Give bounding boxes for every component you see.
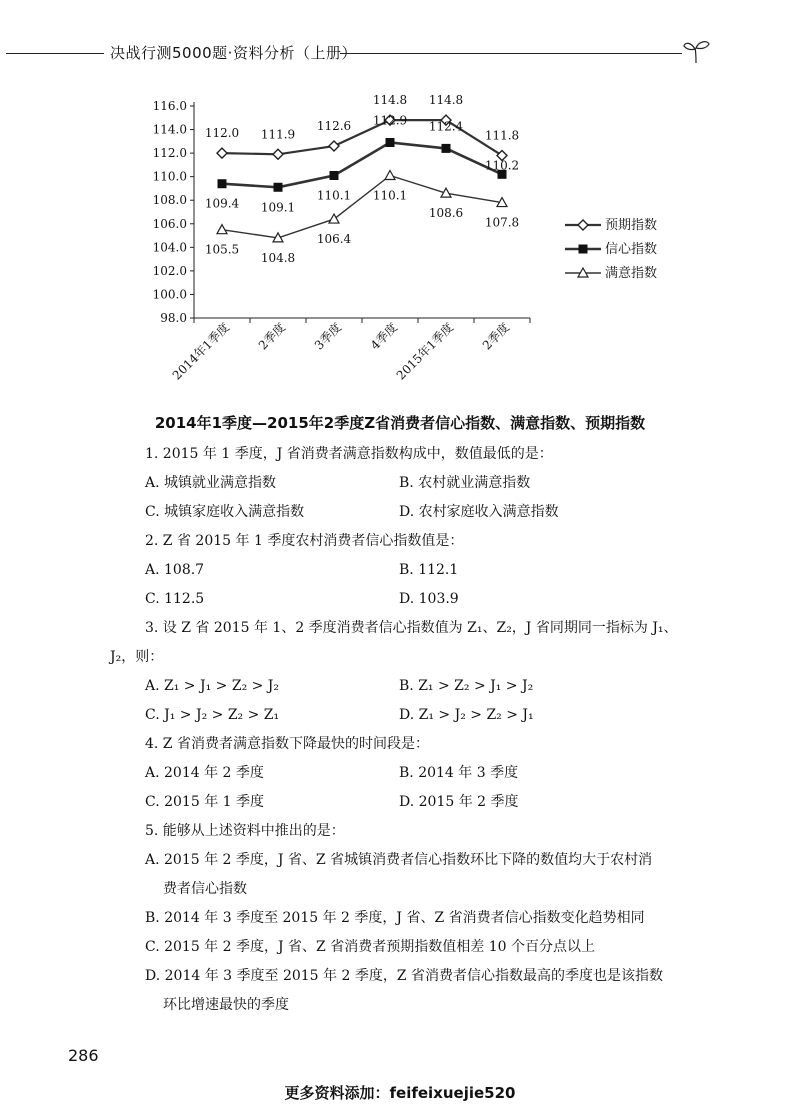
- question-stem: [0, 614, 800, 672]
- data-label: 109.1: [260, 200, 296, 215]
- question-stem: 4. Z 省消费者满意指数下降最快的时间段是：: [145, 736, 429, 752]
- option-a: A. Z₁ > J₁ > Z₂ > J₂: [145, 678, 280, 694]
- y-tick-label: 116.0: [152, 99, 187, 113]
- data-label: 112.0: [204, 126, 240, 141]
- option-b: B. 112.1: [399, 562, 459, 578]
- x-tick-label: 2季度: [255, 320, 289, 353]
- question-1: [0, 440, 800, 527]
- data-label: 108.6: [428, 206, 464, 221]
- x-tick-label: 2015年1季度: [393, 320, 457, 383]
- option-a: [0, 846, 800, 904]
- x-tick-label: 4季度: [367, 320, 401, 353]
- legend-marker: [578, 220, 588, 230]
- x-tick-label: 2014年1季度: [169, 320, 233, 383]
- page-number: 286: [68, 1046, 99, 1065]
- data-label: 110.2: [484, 158, 520, 173]
- data-label: 106.4: [316, 232, 352, 247]
- y-tick-label: 112.0: [152, 146, 187, 161]
- question-list: [0, 440, 800, 1020]
- option-b: B. 2014 年 3 季度: [399, 765, 519, 781]
- data-label: 112.4: [428, 119, 464, 134]
- series-line: [222, 143, 502, 188]
- question-3: [0, 614, 800, 730]
- option-d: D. 农村家庭收入满意指数: [399, 504, 559, 520]
- header-title: 决战行测5000题·资料分析（上册）: [110, 44, 357, 62]
- data-label: 107.8: [484, 215, 520, 230]
- option-b: B. Z₁ > Z₂ > J₁ > J₂: [399, 678, 534, 694]
- y-tick-label: 100.0: [152, 287, 187, 302]
- y-tick-label: 98.0: [160, 311, 187, 325]
- data-label: 110.1: [372, 188, 408, 203]
- header-rule-left: [6, 53, 104, 54]
- question-stem: 1. 2015 年 1 季度，J 省消费者满意指数构成中，数值最低的是：: [145, 446, 553, 462]
- data-point: [329, 141, 339, 151]
- option-c: C. 112.5: [145, 591, 205, 607]
- data-point: [217, 225, 227, 234]
- data-label: 111.8: [484, 128, 520, 143]
- footer-note: 更多资料添加：feifeixuejie520: [284, 1084, 516, 1102]
- option-a: A. 108.7: [145, 562, 205, 578]
- question-stem: 2. Z 省 2015 年 1 季度农村消费者信心指数值是：: [145, 533, 464, 549]
- option-c: C. J₁ > J₂ > Z₂ > Z₁: [145, 707, 280, 723]
- y-tick-label: 110.0: [152, 169, 187, 184]
- option-a: A. 城镇就业满意指数: [145, 475, 277, 491]
- data-label: 105.5: [204, 242, 240, 257]
- option-d-line2: 环比增速最快的季度: [163, 997, 289, 1013]
- option-b: B. 农村就业满意指数: [399, 475, 531, 491]
- data-point: [217, 148, 227, 158]
- option-d-line1: D. 2014 年 3 季度至 2015 年 2 季度，Z 省消费者信心指数最高的季度也是该指数: [145, 968, 664, 984]
- x-tick-label: 3季度: [311, 320, 345, 353]
- option-c: C. 2015 年 2 季度，J 省、Z 省消费者预期指数值相差 10 个百分点以上: [145, 939, 595, 955]
- option-b: B. 2014 年 3 季度至 2015 年 2 季度，J 省、Z 省消费者信心指数变化趋势相同: [145, 910, 645, 926]
- question-4: [0, 730, 800, 817]
- option-a-line2: 费者信心指数: [163, 881, 247, 897]
- option-d: D. 2015 年 2 季度: [399, 794, 519, 810]
- question-2: [0, 527, 800, 614]
- data-label: 104.8: [260, 250, 296, 265]
- data-point: [330, 171, 339, 180]
- data-label: 111.9: [260, 127, 296, 142]
- legend-label: 信心指数: [605, 242, 658, 257]
- y-tick-label: 106.0: [152, 216, 187, 231]
- data-point: [274, 183, 283, 192]
- header-rule-right: [340, 53, 682, 54]
- legend-label: 满意指数: [605, 266, 658, 281]
- data-point: [386, 138, 395, 147]
- data-label: 112.9: [372, 113, 408, 128]
- legend-marker: [579, 245, 588, 254]
- option-a-line1: A. 2015 年 2 季度，J 省、Z 省城镇消费者信心指数环比下降的数值均大于农村消: [145, 852, 653, 868]
- option-d: [0, 962, 800, 1020]
- data-label: 112.6: [316, 119, 352, 134]
- sprout-icon: [682, 38, 712, 64]
- y-tick-label: 114.0: [152, 122, 187, 137]
- line-chart: [110, 90, 700, 410]
- question-stem: 5. 能够从上述资料中推出的是：: [145, 823, 345, 839]
- data-label: 114.8: [372, 93, 408, 108]
- chart-caption: 2014年1季度—2015年2季度Z省消费者信心指数、满意指数、预期指数: [154, 414, 646, 432]
- data-label: 109.4: [204, 196, 240, 211]
- question-5: [0, 817, 800, 1020]
- legend-label: 预期指数: [605, 218, 658, 233]
- y-tick-label: 108.0: [152, 193, 187, 208]
- option-c: C. 城镇家庭收入满意指数: [145, 504, 305, 520]
- option-d: D. Z₁ > J₂ > Z₂ > J₁: [399, 707, 534, 723]
- y-tick-label: 104.0: [152, 240, 187, 255]
- data-point: [329, 214, 339, 223]
- running-header: [0, 38, 800, 68]
- question-stem-line1: 3. 设 Z 省 2015 年 1、2 季度消费者信心指数值为 Z₁、Z₂，J 省同期同一指标为 J₁、: [145, 620, 678, 636]
- x-tick-label: 2季度: [479, 320, 513, 353]
- data-label: 110.1: [316, 188, 352, 203]
- option-c: C. 2015 年 1 季度: [145, 794, 264, 810]
- data-label: 114.8: [428, 93, 464, 108]
- data-point: [218, 179, 227, 188]
- data-point: [273, 149, 283, 159]
- question-stem-line2: J₂，则：: [110, 649, 164, 665]
- option-a: A. 2014 年 2 季度: [145, 765, 264, 781]
- data-point: [442, 144, 451, 153]
- data-point: [385, 170, 395, 179]
- y-tick-label: 102.0: [152, 263, 187, 278]
- option-d: D. 103.9: [399, 591, 459, 607]
